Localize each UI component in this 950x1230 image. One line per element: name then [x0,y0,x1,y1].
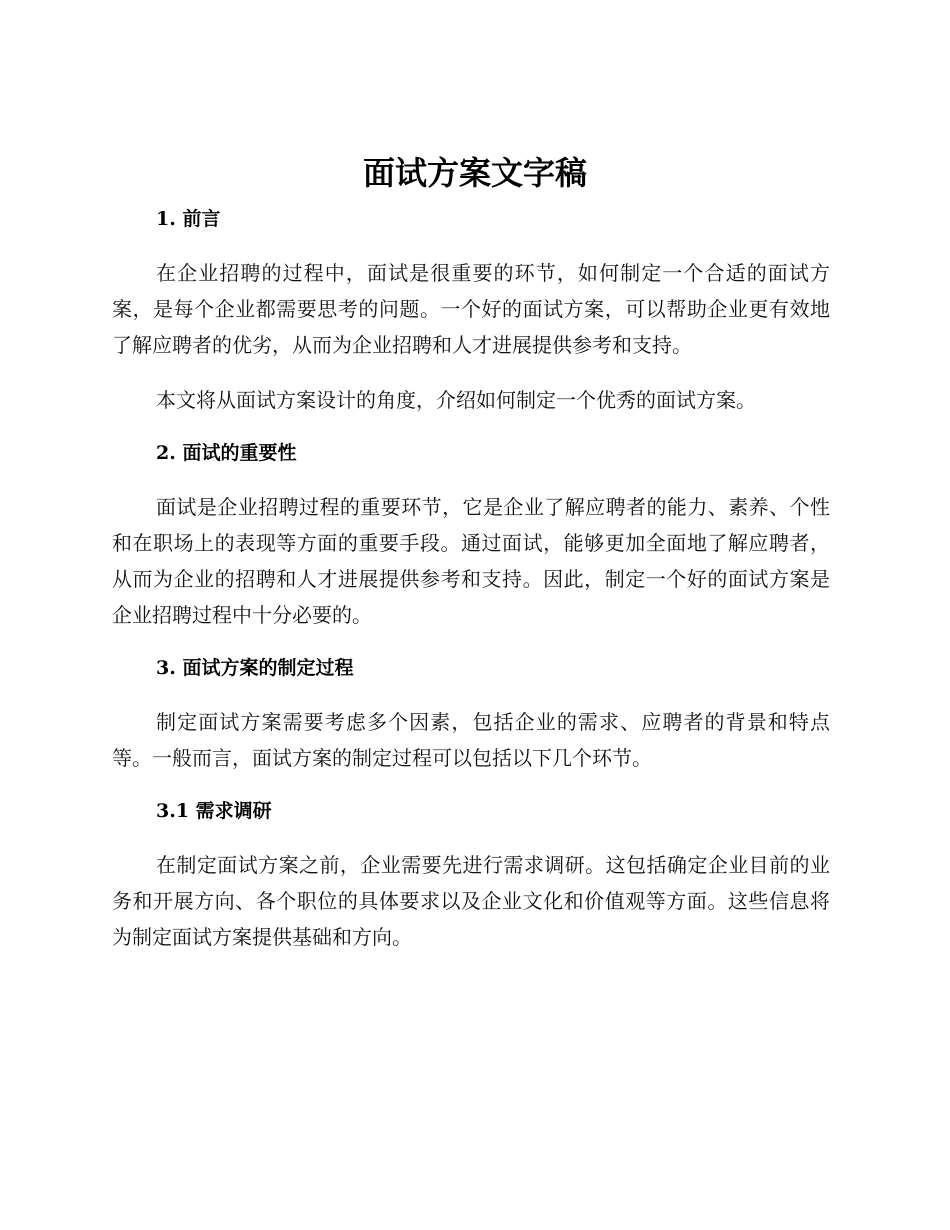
section-heading-importance: 2. 面试的重要性 [156,442,297,464]
paragraph-preface-2: 本文将从面试方案设计的角度，介绍如何制定一个优秀的面试方案。 [156,388,756,412]
section-heading-process: 3. 面试方案的制定过程 [156,657,354,679]
paragraph-process: 制定面试方案需要考虑多个因素，包括企业的需求、应聘者的背景和特点等。一般而言，面试方案的制定过程可以包括以下几个环节。 [112,710,830,770]
paragraph-research: 在制定面试方案之前，企业需要先进行需求调研。这包括确定企业目前的业务和开展方向、各个职位的具体要求以及企业文化和价值观等方面。这些信息将为制定面试方案提供基础和方向。 [112,853,830,949]
document-title: 面试方案文字稿 [362,154,587,192]
section-heading-research: 3.1 需求调研 [156,800,272,822]
paragraph-preface-1: 在企业招聘的过程中，面试是很重要的环节，如何制定一个合适的面试方案，是每个企业都需要思考的问题。一个好的面试方案，可以帮助企业更有效地了解应聘者的优劣，从而为企业招聘和人才进展提供参考和支持。 [112,261,830,357]
paragraph-importance: 面试是企业招聘过程的重要环节，它是企业了解应聘者的能力、素养、个性和在职场上的表现等方面的重要手段。通过面试，能够更加全面地了解应聘者，从而为企业的招聘和人才进展提供参考和支持。因此，制定一个好的面试方案是企业招聘过程中十分必要的。 [112,495,830,627]
section-heading-preface: 1. 前言 [156,208,221,230]
document-body [112,203,830,974]
